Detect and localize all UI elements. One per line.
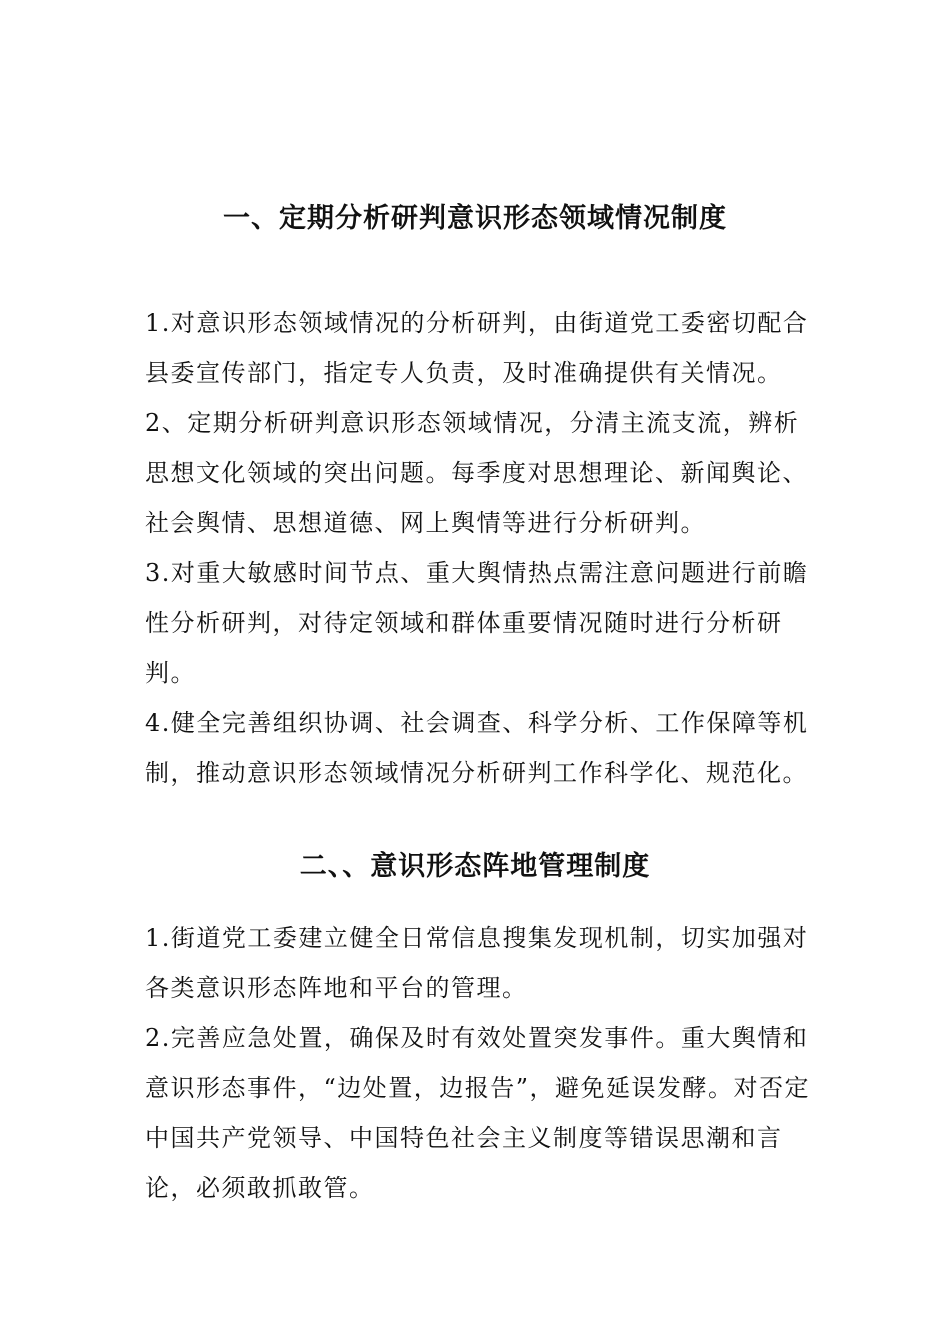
section-body-2 xyxy=(145,913,811,1213)
section-body-1 xyxy=(145,298,807,798)
text-line: 中国共产党领导、中国特色社会主义制度等错误思潮和言 xyxy=(145,1124,783,1152)
text-line: 县委宣传部门，指定专人负责，及时准确提供有关情况。 xyxy=(145,359,783,387)
text-line: 2.完善应急处置，确保及时有效处置突发事件。重大舆情和 xyxy=(145,1024,809,1052)
text-line: 思想文化领域的突出问题。每季度对思想理论、新闻舆论、 xyxy=(145,459,808,487)
text-line: 社会舆情、思想道德、网上舆情等进行分析研判。 xyxy=(145,509,706,537)
section-heading-1: 一、定期分析研判意识形态领域情况制度 xyxy=(223,203,727,234)
text-line: 3.对重大敏感时间节点、重大舆情热点需注意问题进行前瞻 xyxy=(145,559,809,587)
section-heading-2: 二、、意识形态阵地管理制度 xyxy=(299,851,651,882)
text-line: 判。 xyxy=(145,659,196,687)
text-line: 性分析研判，对待定领域和群体重要情况随时进行分析研 xyxy=(145,609,783,637)
text-line: 4.健全完善组织协调、社会调查、科学分析、工作保障等机 xyxy=(145,709,809,737)
text-line: 1.街道党工委建立健全日常信息搜集发现机制，切实加强对 xyxy=(145,924,809,952)
text-line: 意识形态事件，“边处置，边报告”，避免延误发酵。对否定 xyxy=(145,1074,811,1102)
text-line: 各类意识形态阵地和平台的管理。 xyxy=(145,974,528,1002)
text-line: 制，推动意识形态领域情况分析研判工作科学化、规范化。 xyxy=(145,759,808,787)
text-line: 2、定期分析研判意识形态领域情况，分清主流支流，辨析 xyxy=(145,409,800,437)
text-line: 1.对意识形态领域情况的分析研判，由街道党工委密切配合 xyxy=(145,309,809,337)
text-line: 论，必须敢抓敢管。 xyxy=(145,1174,375,1202)
